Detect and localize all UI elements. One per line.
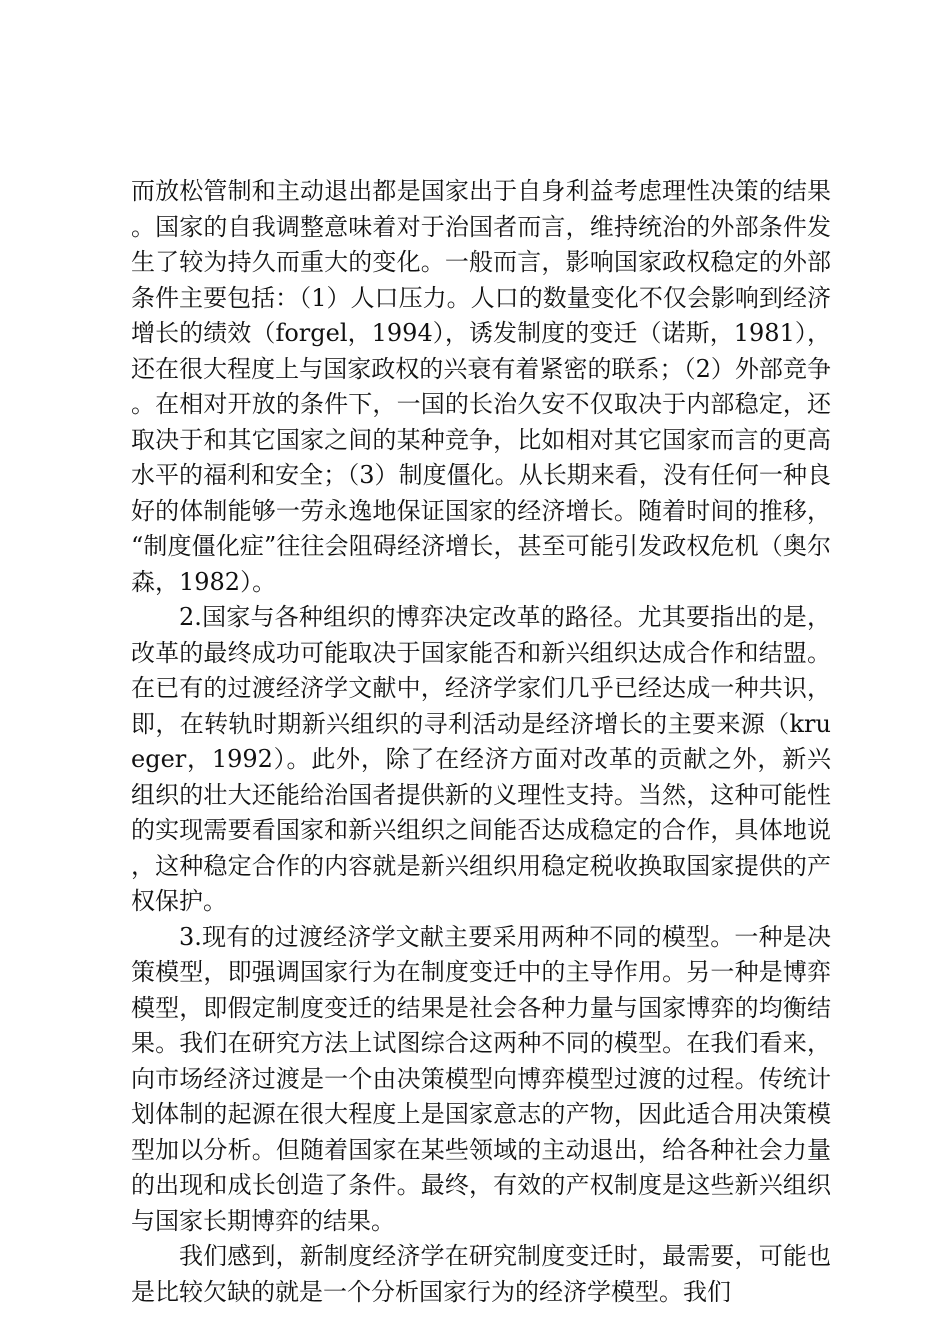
- paragraph-2: 2.国家与各种组织的博弈决定改革的路径。尤其要指出的是，改革的最终成功可能取决于国家能否和新兴组织达成合作和结盟。在已有的过渡经济学文献中，经济学家们几乎已经达成一种共识，即，在转轨时期新兴组织的寻利活动是经济增长的主要来源（krueger，1992）。此外，除了在经济方面对改革的贡献之外，新兴组织的壮大还能给治国者提供新的义理性支持。当然，这种可能性的实现需要看国家和新兴组织之间能否达成稳定的合作，具体地说，这种稳定合作的内容就是新兴组织用稳定税收换取国家提供的产权保护。: [131, 603, 831, 915]
- paragraph-4: 我们感到，新制度经济学在研究制度变迁时，最需要，可能也是比较欠缺的就是一个分析国家行为的经济学模型。我们: [131, 1242, 831, 1306]
- paragraph-1: 而放松管制和主动退出都是国家出于自身利益考虑理性决策的结果。国家的自我调整意味着对于治国者而言，维持统治的外部条件发生了较为持久而重大的变化。一般而言，影响国家政权稳定的外部条件主要包括：（1）人口压力。人口的数量变化不仅会影响到经济增长的绩效（forgel，1994），诱发制度的变迁（诺斯，1981），还在很大程度上与国家政权的兴衰有着紧密的联系；（2）外部竞争。在相对开放的条件下，一国的长治久安不仅取决于内部稳定，还取决于和其它国家之间的某种竞争，比如相对其它国家而言的更高水平的福利和安全；（3）制度僵化。从长期来看，没有任何一种良好的体制能够一劳永逸地保证国家的经济增长。随着时间的推移，“制度僵化症”往往会阻碍经济增长，甚至可能引发政权危机（奥尔森，1982）。: [131, 177, 831, 596]
- paragraph-3: 3.现有的过渡经济学文献主要采用两种不同的模型。一种是决策模型，即强调国家行为在制度变迁中的主导作用。另一种是博弈模型，即假定制度变迁的结果是社会各种力量与国家博弈的均衡结果。我们在研究方法上试图综合这两种不同的模型。在我们看来，向市场经济过渡是一个由决策模型向博弈模型过渡的过程。传统计划体制的起源在很大程度上是国家意志的产物，因此适合用决策模型加以分析。但随着国家在某些领域的主动退出，给各种社会力量的出现和成长创造了条件。最终，有效的产权制度是这些新兴组织与国家长期博弈的结果。: [131, 922, 831, 1235]
- document-page: [131, 174, 831, 1310]
